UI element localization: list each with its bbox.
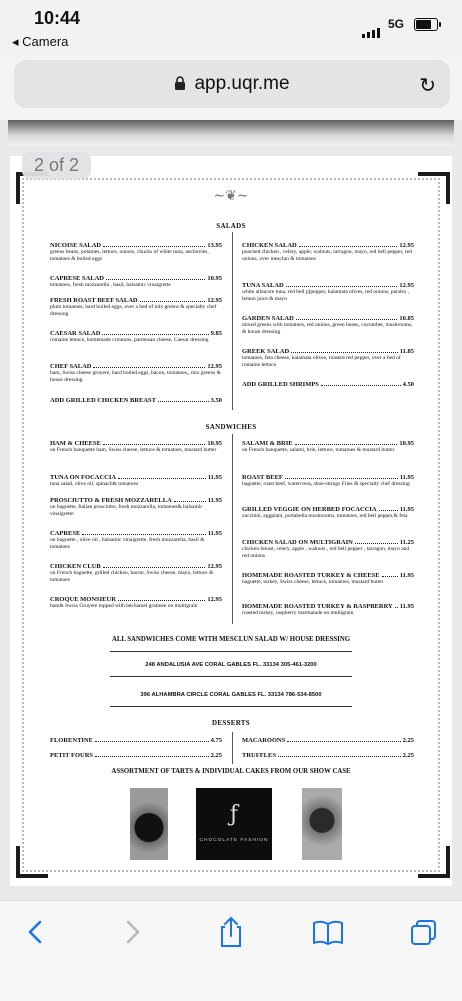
cake-photo [302, 788, 342, 860]
menu-item: SALAMI & BRIE 10.95 on French banquette, salami, brie, lettuce, tomatoes & mustard butter [242, 440, 414, 454]
salads-heading: SALADS [216, 222, 246, 230]
forward-icon[interactable] [112, 915, 152, 949]
browser-toolbar [0, 900, 462, 1001]
page-indicator: 2 of 2 [22, 152, 91, 179]
menu-item: CROQUE MONSIEUR 12.95 ham& Swiss Gruyere topped with béchamel gratinee on multigrain [50, 596, 222, 610]
menu-item: ADD GRILLED SHRIMPS 4.50 [242, 381, 414, 388]
menu-item: CAPRESE 11.95 on baguette , olive oil , balsamic vinaigrette, fresh mozzarella, basil & tomatoes [50, 530, 222, 550]
menu-item: MACAROONS 2.25 [242, 737, 414, 744]
corner-ornament [418, 172, 450, 204]
brand-logo-photo [196, 788, 272, 860]
menu-item: CHEF SALAD 12.95 ham, Swiss cheese gruyere, hard boiled eggs, bacon, tomatoes,, mix greens & house dressing [50, 363, 222, 383]
menu-item: PETIT FOURS 2.25 [50, 752, 222, 759]
address-alhambra: 396 ALHAMBRA CIRCLE CORAL GABLES FL. 33134 786-534-8500 [140, 692, 322, 698]
divider [110, 706, 352, 707]
menu-item: GARDEN SALAD 10.85 mixed greens with tomatoes, red onions, green beans, cucumber, mushrooms, & house dressing [242, 315, 414, 335]
scroll-ornament-icon: ∼❦∼ [213, 188, 249, 204]
sandwich-note: ALL SANDWICHES COME WITH MESCLUN SALAD W/ HOUSE DRESSING [111, 636, 351, 643]
sandwiches-heading: SANDWICHES [205, 423, 257, 431]
menu-item: FLORENTINE 4.75 [50, 737, 222, 744]
menu-item: CAESAR SALAD 9.85 romaine lettuce, homemade croutons, parmesan cheese, Caesar dressing [50, 330, 222, 344]
share-icon[interactable] [211, 915, 251, 949]
menu-item: NICOISE SALAD 13.95 greens beans, potatoes, lettuce, onions, chucks of white tuna, anchovies, tomatoes & boiled eggs [50, 242, 222, 262]
bookmarks-icon[interactable] [308, 915, 348, 949]
menu-item: FRESH ROAST BEEF SALAD 12.95 plum tomatoes, hard boiled eggs, over a bed of mix greens & specialty chef dressing [50, 297, 222, 317]
menu-item: TUNA SALAD 12.95 white albacore tuna, red bell p[pepper, kalamata olives, red onions, parsley , lemon juice & mayo [242, 282, 414, 302]
column-divider [232, 232, 233, 410]
column-divider [232, 434, 233, 624]
menu-item: ROAST BEEF 11.95 baguette, roast beef, watercress, shoe-strings Fries & specialty chef dressing [242, 474, 414, 488]
menu-item: HOMEMADE ROASTED TURKEY & RASPBERRY 11.95 roasted turkey, raspberry marmalade on multigrain [242, 603, 414, 617]
menu-item: GRILLED VEGGIE ON HERBED FOCACCIA 11.95 zucchini, eggplant, portabella mushrooms, tomatoes, red bell pepper,& feta [242, 506, 414, 520]
corner-ornament [16, 846, 48, 878]
network-type: 5G [388, 17, 405, 31]
back-icon[interactable] [16, 915, 56, 949]
column-divider [232, 732, 233, 764]
previous-page-edge [8, 120, 454, 146]
menu-item: ADD GRILLED CHICKEN BREAST 3.50 [50, 397, 222, 404]
divider [110, 676, 352, 677]
tabs-icon[interactable] [404, 915, 444, 949]
menu-item: GREEK SALAD 11.85 tomatoes, feta cheese, kalamata olives, roasted red pepper, over a bed of romaine lettuce [242, 348, 414, 368]
menu-item: CHICKEN SALAD ON MULTIGRAIN 11.25 chicken breast, celery, apple , walnuts , red bell pepper , tarragon, mayo and red onions [242, 539, 414, 559]
menu-item: TRUFFLES 2.25 [242, 752, 414, 759]
battery-icon [414, 18, 438, 31]
divider [110, 651, 352, 652]
menu-item: CHICKEN SALAD 12.95 poached chicken , celery, apple, walnuts, tarragon, mayo, red bell pepper, red onions, over mesclun & tomatoes [242, 242, 414, 262]
cf-logo-icon: ƒ [229, 802, 239, 827]
url-text: app.uqr.me [194, 73, 290, 94]
corner-ornament [418, 846, 450, 878]
menu-item: TUNA ON FOCACCIA 11.95 tuna salad, olive oil, spinach& tomatoes [50, 474, 222, 488]
clock: 10:44 [34, 8, 81, 28]
status-bar [0, 0, 462, 58]
menu-item: HOMEMADE ROASTED TURKEY & CHEESE 11.95 baguette, turkey, Swiss cheese, lettuce, tomatoes, mustard butter [242, 572, 414, 586]
menu-item: PROSCIUTTO & FRESH MOZZARELLA 11.95 on baguette, Italian prosciutto, fresh mozzarella, tomatoes& balsamic vinaigrette [50, 497, 222, 517]
menu-item: CHICKEN CLUB 12.95 on French baguette, grilled chicken, bacon, Swiss cheese, mayo, lettuce & tomatoes [50, 563, 222, 583]
dessert-note: ASSORTMENT OF TARTS & INDIVIDUAL CAKES FROM OUR SHOW CASE [111, 768, 351, 775]
menu-item: CAPRESE SALAD 10.95 tomatoes, fresh mozzarella , basil, balsamic vinaigrette [50, 275, 222, 289]
reload-icon[interactable]: ↻ [419, 75, 436, 97]
cake-photo [130, 788, 168, 860]
desserts-heading: DESSERTS [212, 719, 250, 727]
menu-item: HAM & CHEESE 10.95 on French banquette ham, Swiss cheese, lettuce & tomatoes, mustard butter [50, 440, 222, 454]
address-andalusia: 248 ANDALUSIA AVE CORAL GABLES FL. 33134 305-461-3200 [145, 662, 317, 668]
back-to-camera-link[interactable]: ◂ Camera [12, 34, 69, 49]
brand-name: CHOCOLATE FASHION [199, 838, 269, 843]
address-bar[interactable] [14, 60, 450, 108]
signal-icon [362, 20, 382, 38]
